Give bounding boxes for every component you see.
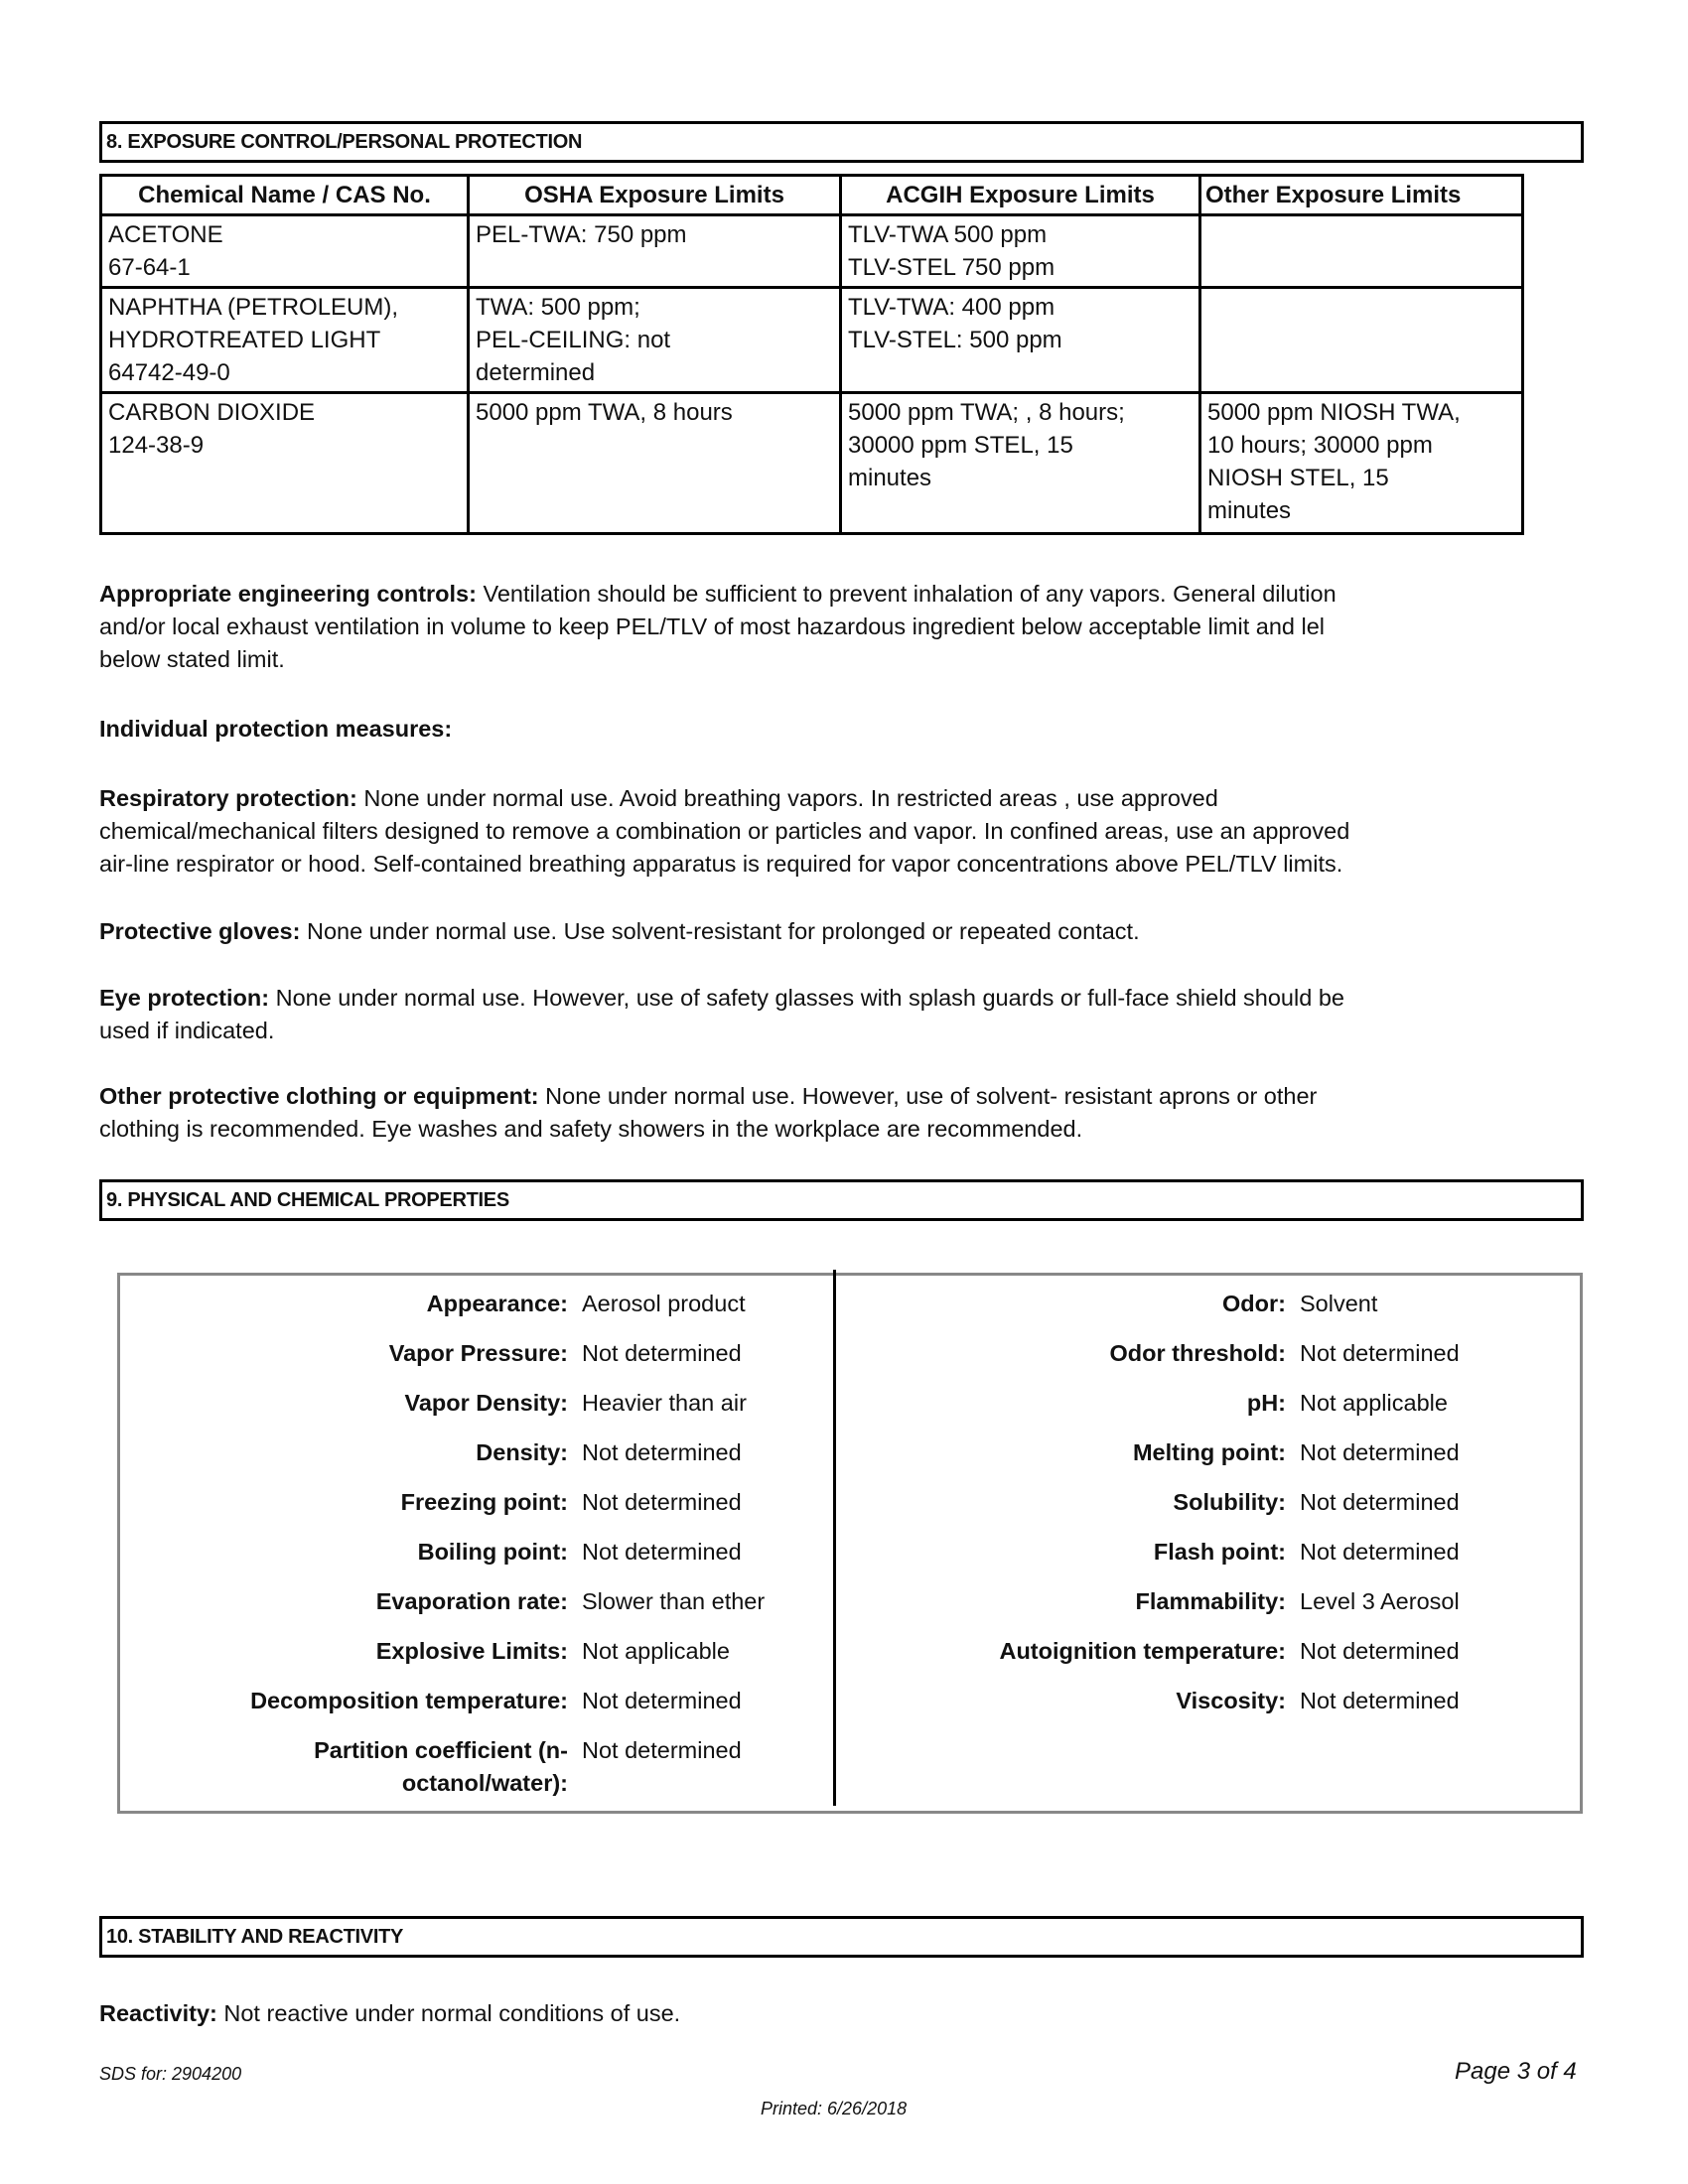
- engineering-text: Ventilation should be sufficient to prevent inhalation of any vapors. General dilution: [476, 581, 1336, 607]
- property-label: [869, 1585, 1286, 1618]
- property-value: Not determined: [582, 1489, 742, 1515]
- property-label: [869, 1288, 1286, 1320]
- property-label-line: Vapor Pressure:: [388, 1340, 568, 1366]
- cell-chemical: [101, 215, 469, 288]
- other-clothing-label: Other protective clothing or equipment:: [99, 1083, 539, 1109]
- property-label: [869, 1337, 1286, 1370]
- property-value: Not determined: [582, 1737, 742, 1763]
- property-label: [151, 1635, 568, 1668]
- property-label: [869, 1685, 1286, 1717]
- cell-line: 5000 ppm NIOSH TWA,: [1207, 399, 1461, 426]
- cell-other: [1200, 215, 1523, 288]
- cell-acgih: [841, 215, 1200, 288]
- property-value: Heavier than air: [582, 1390, 747, 1416]
- property-value: Not determined: [582, 1688, 742, 1713]
- property-value: Not applicable: [582, 1638, 730, 1664]
- property-label-line: Viscosity:: [1176, 1688, 1286, 1713]
- cell-other: [1200, 288, 1523, 393]
- property-value: Not determined: [1300, 1489, 1460, 1515]
- property-value: Not determined: [582, 1340, 742, 1366]
- cell-chemical: [101, 288, 469, 393]
- property-label: [151, 1387, 568, 1420]
- property-label-line: Autoignition temperature:: [999, 1638, 1286, 1664]
- property-label-line: Density:: [476, 1439, 568, 1465]
- para-line: [99, 915, 1470, 948]
- gloves-label: Protective gloves:: [99, 918, 301, 944]
- footer-page-number: Page 3 of 4: [1455, 2058, 1577, 2085]
- property-label-line: Odor threshold:: [1109, 1340, 1286, 1366]
- cell-line: TLV-STEL 750 ppm: [848, 254, 1055, 281]
- property-value: Not determined: [1300, 1688, 1460, 1713]
- respiratory-text: None under normal use. Avoid breathing vapors. In restricted areas , use approved: [356, 785, 1218, 811]
- property-label-line: Vapor Density:: [404, 1390, 568, 1416]
- para-line: and/or local exhaust ventilation in volume to keep PEL/TLV of most hazardous ingredient below acceptable limit and lel: [99, 614, 1326, 639]
- eye-label: Eye protection:: [99, 985, 270, 1011]
- engineering-controls: [99, 578, 1470, 676]
- cell-acgih: [841, 288, 1200, 393]
- property-value: Not determined: [582, 1439, 742, 1465]
- cell-other: [1200, 393, 1523, 534]
- property-label-line: Appearance:: [426, 1291, 568, 1316]
- property-label-line: Freezing point:: [400, 1489, 568, 1515]
- cell-chemical: [101, 393, 469, 534]
- reactivity-label: Reactivity:: [99, 2000, 217, 2026]
- cell-line: minutes: [848, 465, 932, 491]
- cell-line: PEL-TWA: 750 ppm: [476, 221, 687, 248]
- property-label: [869, 1436, 1286, 1469]
- cell-acgih: [841, 393, 1200, 534]
- cell-osha: [469, 288, 841, 393]
- table-header-row: [101, 176, 1523, 215]
- gloves-text: None under normal use. Use solvent-resistant for prolonged or repeated contact.: [300, 918, 1140, 944]
- cell-line: determined: [476, 359, 596, 386]
- cell-line: ACETONE: [108, 221, 223, 248]
- respiratory-protection: [99, 782, 1470, 881]
- para-line: [99, 578, 1470, 611]
- cell-osha: [469, 393, 841, 534]
- property-value: Not determined: [582, 1539, 742, 1565]
- cell-line: 64742-49-0: [108, 359, 230, 386]
- footer-sds-number: SDS for: 2904200: [99, 2064, 242, 2084]
- table-row: [101, 215, 1523, 288]
- property-label-line: Melting point:: [1132, 1439, 1286, 1465]
- cell-line: NIOSH STEL, 15: [1207, 465, 1389, 491]
- para-line: [99, 982, 1470, 1015]
- cell-line: 67-64-1: [108, 254, 191, 281]
- property-label-line: Explosive Limits:: [375, 1638, 568, 1664]
- cell-line: PEL-CEILING: not: [476, 327, 671, 353]
- property-value: Solvent: [1300, 1291, 1378, 1316]
- property-value: Not determined: [1300, 1638, 1460, 1664]
- table-row: [101, 288, 1523, 393]
- para-line: air-line respirator or hood. Self-contained breathing apparatus is required for vapor concentrations above PEL/TLV limits.: [99, 851, 1343, 877]
- property-label: [151, 1734, 568, 1800]
- property-label-line: Flammability:: [1135, 1588, 1286, 1614]
- eye-protection: [99, 982, 1470, 1047]
- header-chemical: Chemical Name / CAS No.: [101, 176, 469, 215]
- cell-line: CARBON DIOXIDE: [108, 399, 316, 426]
- property-value: Not determined: [1300, 1340, 1460, 1366]
- property-label: [869, 1635, 1286, 1668]
- table-row: [101, 393, 1523, 534]
- property-label: [869, 1536, 1286, 1569]
- property-label: [869, 1387, 1286, 1420]
- header-other: Other Exposure Limits: [1200, 176, 1523, 215]
- cell-line: NAPHTHA (PETROLEUM),: [108, 294, 399, 321]
- para-line: chemical/mechanical filters designed to remove a combination or particles and vapor. In confined areas, use an approved: [99, 818, 1350, 844]
- property-label-line: Boiling point:: [417, 1539, 568, 1565]
- property-value: Not applicable: [1300, 1390, 1448, 1416]
- cell-line: minutes: [1207, 497, 1292, 524]
- other-clothing-text: None under normal use. However, use of solvent- resistant aprons or other: [538, 1083, 1318, 1109]
- property-value: Not determined: [1300, 1539, 1460, 1565]
- property-label: [869, 1486, 1286, 1519]
- para-line: clothing is recommended. Eye washes and safety showers in the workplace are recommended.: [99, 1116, 1083, 1142]
- section-8-header: 8. EXPOSURE CONTROL/PERSONAL PROTECTION: [99, 121, 1584, 163]
- footer-printed-date: Printed: 6/26/2018: [761, 2099, 908, 2118]
- property-label-line: pH:: [1246, 1390, 1286, 1416]
- individual-protection-heading: [99, 713, 1470, 746]
- other-protective-clothing: [99, 1080, 1470, 1146]
- property-label: [151, 1288, 568, 1320]
- cell-line: TLV-STEL: 500 ppm: [848, 327, 1062, 353]
- header-acgih: ACGIH Exposure Limits: [841, 176, 1200, 215]
- property-label: [151, 1436, 568, 1469]
- para-line: used if indicated.: [99, 1018, 275, 1043]
- reactivity: [99, 1997, 1470, 2030]
- property-label-line: Evaporation rate:: [375, 1588, 568, 1614]
- cell-line: 10 hours; 30000 ppm: [1207, 432, 1433, 459]
- property-label: [151, 1486, 568, 1519]
- cell-line: 124-38-9: [108, 432, 205, 459]
- cell-line: 5000 ppm TWA; , 8 hours;: [848, 399, 1125, 426]
- property-label-line: Solubility:: [1173, 1489, 1286, 1515]
- property-label: [151, 1585, 568, 1618]
- para-line: below stated limit.: [99, 646, 285, 672]
- property-label-line: octanol/water):: [401, 1770, 568, 1796]
- protective-gloves: [99, 915, 1470, 948]
- header-osha: OSHA Exposure Limits: [469, 176, 841, 215]
- property-label: [151, 1536, 568, 1569]
- property-value: Level 3 Aerosol: [1300, 1588, 1460, 1614]
- reactivity-text: Not reactive under normal conditions of use.: [216, 2000, 681, 2026]
- individual-label: Individual protection measures:: [99, 716, 453, 742]
- property-value: Aerosol product: [582, 1291, 746, 1316]
- cell-line: 30000 ppm STEL, 15: [848, 432, 1073, 459]
- section-9-header: 9. PHYSICAL AND CHEMICAL PROPERTIES: [99, 1179, 1584, 1221]
- property-label: [151, 1685, 568, 1717]
- para-line: [99, 782, 1470, 815]
- cell-line: 5000 ppm TWA, 8 hours: [476, 399, 733, 426]
- property-label-line: Partition coefficient (n-: [314, 1737, 568, 1763]
- cell-line: TLV-TWA: 400 ppm: [848, 294, 1055, 321]
- para-line: [99, 1080, 1470, 1113]
- engineering-label: Appropriate engineering controls:: [99, 581, 477, 607]
- cell-line: HYDROTREATED LIGHT: [108, 327, 381, 353]
- respiratory-label: Respiratory protection:: [99, 785, 357, 811]
- properties-divider: [833, 1270, 836, 1806]
- property-label-line: Flash point:: [1153, 1539, 1286, 1565]
- exposure-limits-table: [99, 174, 1524, 535]
- property-value: Slower than ether: [582, 1588, 766, 1614]
- cell-osha: [469, 215, 841, 288]
- section-10-header: 10. STABILITY AND REACTIVITY: [99, 1916, 1584, 1958]
- property-label: [151, 1337, 568, 1370]
- cell-line: TLV-TWA 500 ppm: [848, 221, 1048, 248]
- cell-line: TWA: 500 ppm;: [476, 294, 640, 321]
- property-label-line: Odor:: [1222, 1291, 1286, 1316]
- property-value: Not determined: [1300, 1439, 1460, 1465]
- property-label-line: Decomposition temperature:: [250, 1688, 568, 1713]
- eye-text: None under normal use. However, use of safety glasses with splash guards or full-face shield should be: [269, 985, 1344, 1011]
